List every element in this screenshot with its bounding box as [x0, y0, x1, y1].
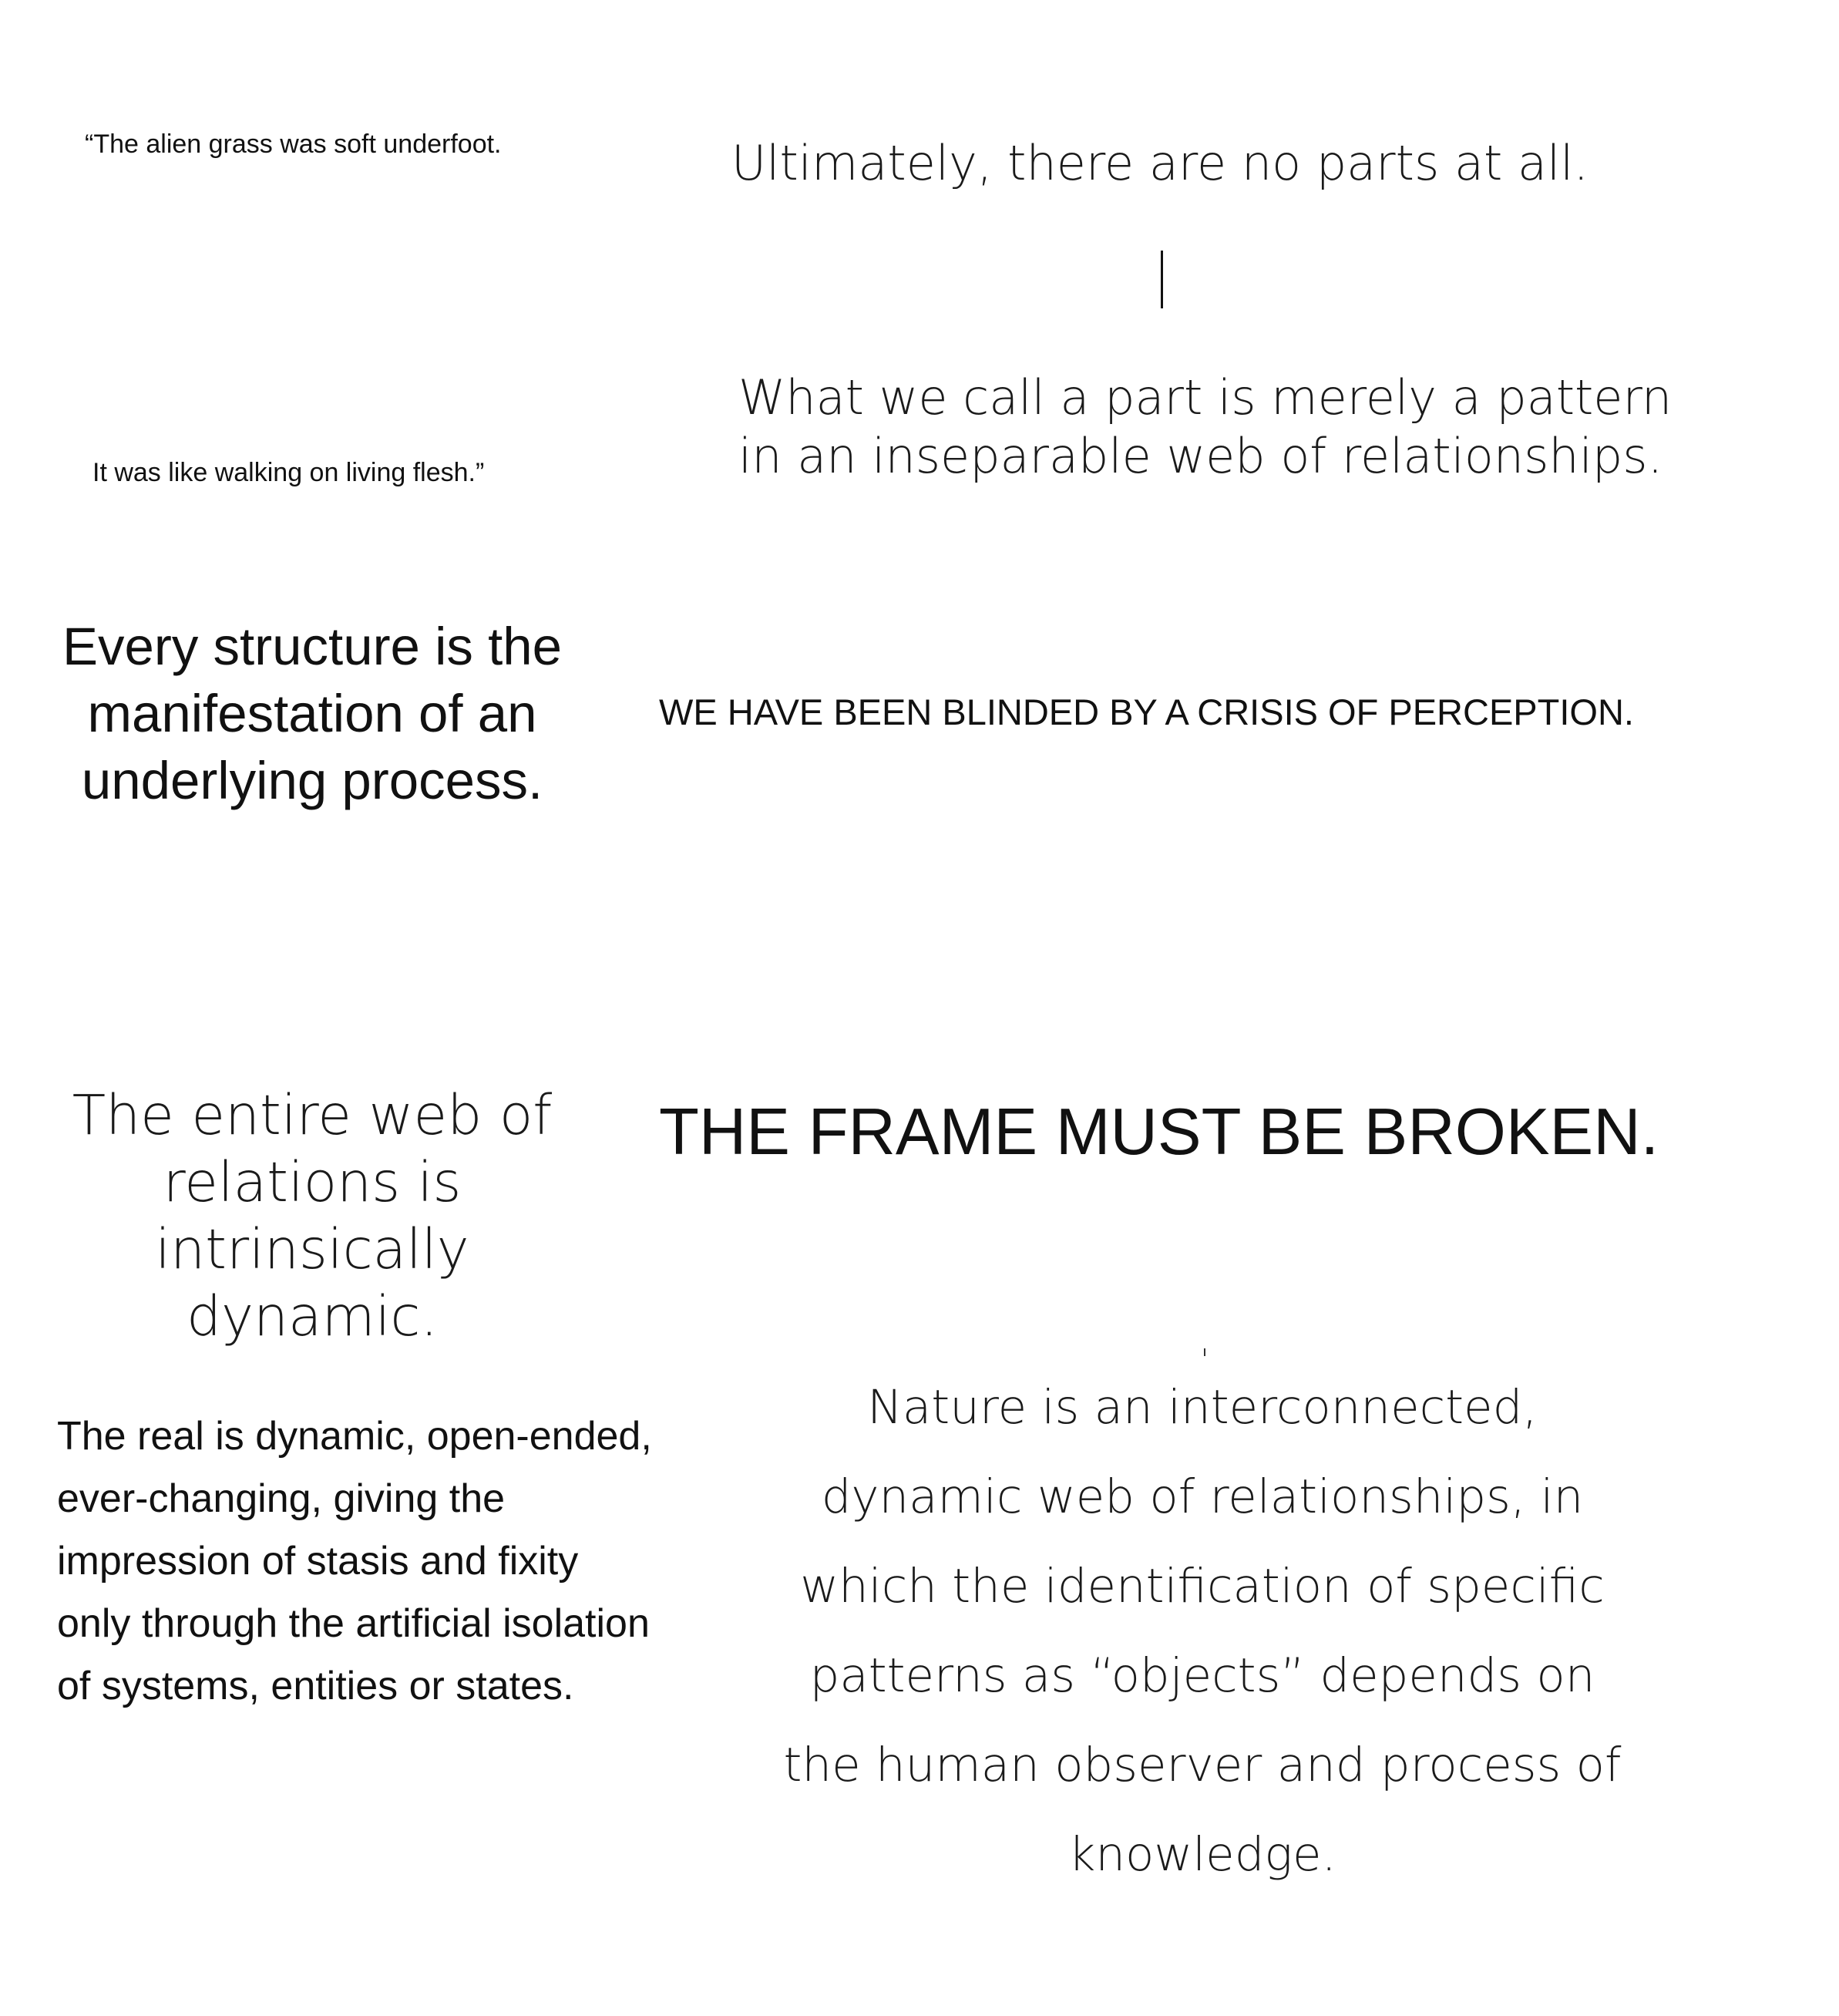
- no-parts-statement: Ultimately, there are no parts at all.: [731, 135, 1589, 191]
- nature-paragraph: [778, 1363, 1626, 1900]
- paragraph-line: only through the artificial isolation: [57, 1601, 650, 1646]
- paragraph-line: dynamic web of relationships, in: [821, 1469, 1584, 1524]
- paragraph-line: impression of stasis and fixity: [57, 1539, 579, 1584]
- vertical-divider: [1161, 251, 1163, 308]
- small-tick-mark: [1204, 1348, 1205, 1356]
- paragraph-line: ever-changing, giving the: [57, 1476, 506, 1521]
- pattern-line: What we call a part is merely a pattern: [738, 369, 1673, 426]
- paragraph-line: The real is dynamic, open-ended,: [57, 1414, 652, 1459]
- dynamic-web-statement: The entire web of relations is intrinsically dynamic.: [72, 1083, 553, 1348]
- pattern-statement: [738, 369, 1672, 486]
- pattern-line: in an inseparable web of relationships.: [738, 428, 1663, 484]
- paragraph-line: which the identification of specific: [800, 1559, 1605, 1614]
- structure-statement: Every structure is the manifestation of an underlying process.: [62, 617, 563, 810]
- real-is-dynamic-paragraph: [57, 1405, 652, 1718]
- crisis-statement: WE HAVE BEEN BLINDED BY A CRISIS OF PERCEPTION.: [659, 692, 1634, 732]
- quote-closing-line: It was like walking on living flesh.”: [92, 458, 485, 487]
- paragraph-line: of systems, entities or states.: [57, 1664, 574, 1708]
- quote-opening-line: “The alien grass was soft underfoot.: [85, 130, 502, 159]
- frame-statement: THE FRAME MUST BE BROKEN.: [659, 1096, 1659, 1169]
- paragraph-line: patterns as “objects” depends on: [809, 1648, 1595, 1703]
- paragraph-line: the human observer and process of: [783, 1738, 1622, 1792]
- paragraph-line: Nature is an interconnected,: [867, 1380, 1538, 1435]
- paragraph-line: knowledge.: [1068, 1827, 1336, 1882]
